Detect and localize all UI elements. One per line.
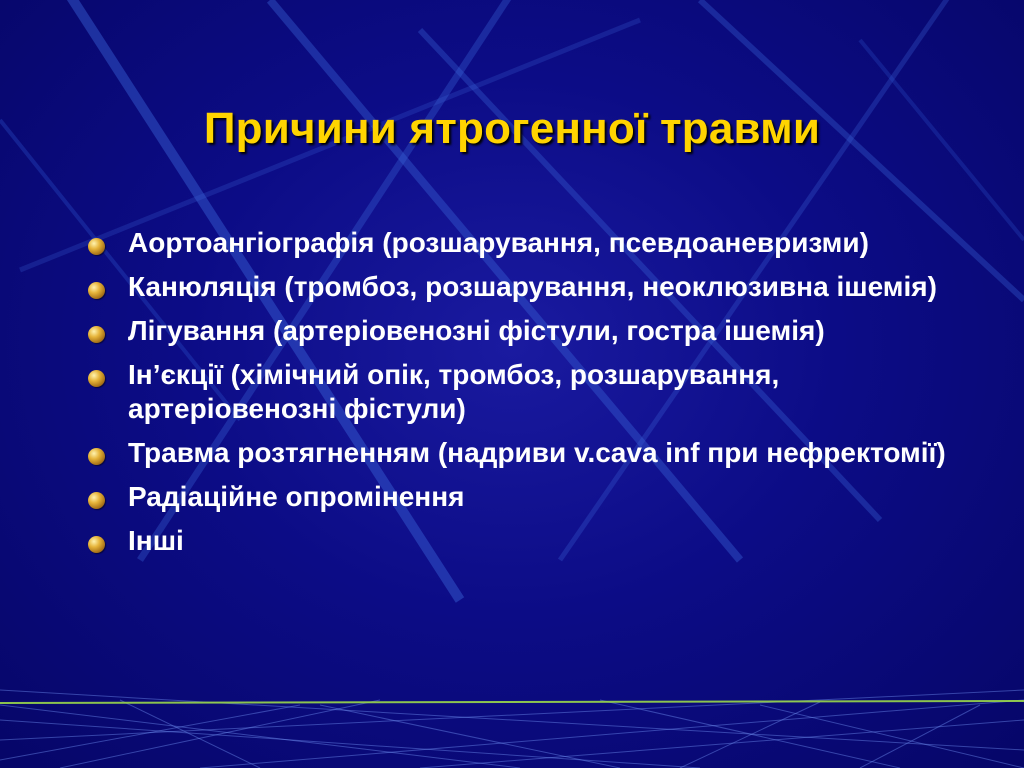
list-item (86, 480, 966, 514)
gold-sphere-bullet-icon (88, 238, 105, 255)
bullet-text: Лігування (артеріовенозні фістули, гостра ішемія) (128, 315, 825, 346)
list-item (86, 436, 966, 470)
list-item (86, 270, 966, 304)
gold-sphere-bullet-icon (88, 492, 105, 509)
accent-line (0, 701, 1024, 703)
bullet-text: Інші (128, 525, 184, 556)
gold-sphere-bullet-icon (88, 448, 105, 465)
gold-sphere-bullet-icon (88, 282, 105, 299)
bullet-text: Канюляція (тромбоз, розшарування, неоклюзивна ішемія) (128, 271, 937, 302)
gold-sphere-bullet-icon (88, 370, 105, 387)
list-item (86, 358, 966, 426)
bullet-text: Травма розтягненням (надриви v.cava inf при нефректомії) (128, 437, 946, 468)
bullet-text: Радіаційне опромінення (128, 481, 465, 512)
gold-sphere-bullet-icon (88, 536, 105, 553)
bullet-text: Ін’єкції (хімічний опік, тромбоз, розшарування, артеріовенозні фістули) (128, 359, 780, 424)
bullet-text: Аортоангіографія (розшарування, псевдоаневризми) (128, 227, 869, 258)
slide-title: Причини ятрогенної травми (203, 104, 821, 153)
bullet-list (86, 226, 966, 568)
list-item (86, 524, 966, 558)
list-item (86, 226, 966, 260)
list-item (86, 314, 966, 348)
gold-sphere-bullet-icon (88, 326, 105, 343)
